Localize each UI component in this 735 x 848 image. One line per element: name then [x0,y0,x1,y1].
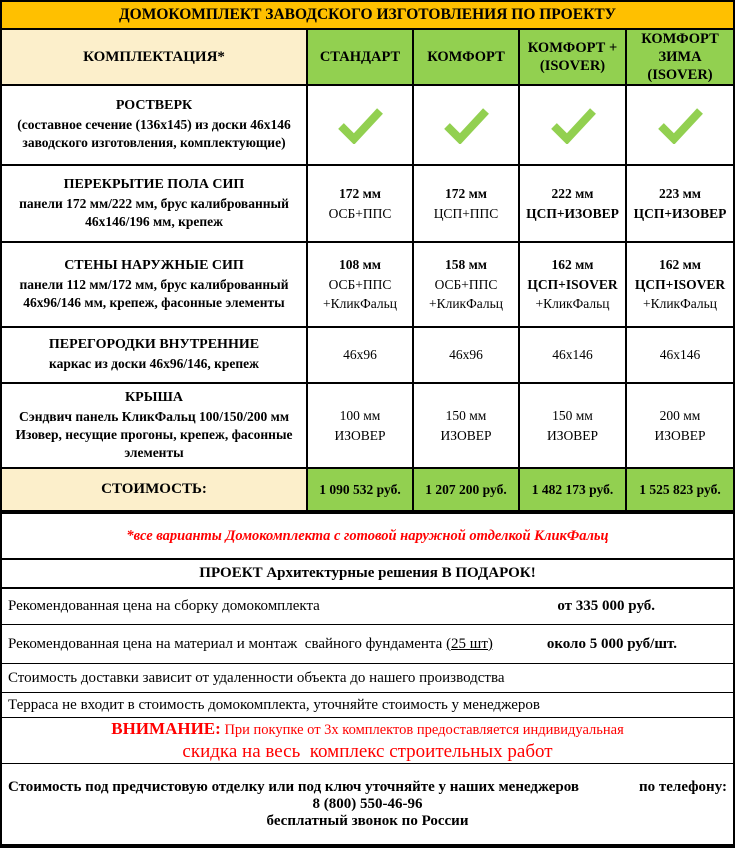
panel-size: 172 мм [338,185,381,201]
check-icon [547,106,599,144]
panel-size: 100 мм [339,407,381,423]
feature-title: РОСТВЕРК [115,98,193,114]
panel-finish: +КликФальц [322,296,398,312]
feature-desc: каркас из доски 46х96/146, крепеж [49,356,259,372]
panel-material: ЦСП+ППС [433,205,499,221]
board-size: 46х146 [552,347,593,363]
phone-number: 8 (800) 550-46-96 [312,795,423,812]
panel-finish: +КликФальц [428,296,504,312]
table-row-walls [2,243,733,328]
value-cell [520,243,627,326]
value-cell [308,86,414,164]
value-cell [520,328,627,382]
note-final-contact [2,764,733,844]
note-attention [2,718,733,764]
assembly-price: от 335 000 руб. [557,598,655,614]
panel-material: ОСБ+ППС [328,276,392,292]
panel-size: 172 мм [444,185,488,201]
panel-material: ИЗОВЕР [546,427,599,443]
value-cell [627,243,733,326]
feature-desc: панели 172 мм/222 мм, брус калиброванный 46х146/196 мм, крепеж [19,195,289,229]
feature-title: ПЕРЕКРЫТИЕ ПОЛА СИП [63,176,245,192]
cost-label: СТОИМОСТЬ: [2,469,308,510]
price-komfort-zima: 1 525 823 руб. [627,469,733,510]
foundation-label [8,636,493,653]
panel-material: ИЗОВЕР [334,427,386,443]
value-cell [627,328,733,382]
note-terrace: Терраса не входит в стоимость домокомплекта, уточняйте стоимость у менеджеров [2,693,733,718]
price-komfort: 1 207 200 руб. [414,469,520,510]
feature-title: СТЕНЫ НАРУЖНЫЕ СИП [64,257,244,273]
value-cell [520,86,627,164]
note-foundation-price [2,625,733,664]
table-row-floor [2,166,733,243]
note-delivery: Стоимость доставки зависит от удаленности объекта до нашего производства [2,664,733,693]
panel-material: ОСБ+ППС [328,205,392,221]
attention-line2: скидка на весь комплекс строительных работ [182,740,553,762]
feature-desc: Сэндвич панель КликФальц 100/150/200 мм Изовер, несущие прогоны, крепеж, фасонные элементы [15,408,293,461]
panel-size: 150 мм [445,407,487,423]
feature-cell-walls [2,243,308,326]
value-cell [414,166,520,241]
attention-text: При покупке от 3х комплектов предоставляется индивидуальная [220,721,624,738]
value-cell [308,243,414,326]
table-row-rostverk [2,86,733,166]
table-row-partitions [2,328,733,384]
feature-title: ПЕРЕГОРОДКИ ВНУТРЕННИЕ [48,337,260,353]
column-header-standart: СТАНДАРТ [308,30,414,84]
column-header-row [2,30,733,86]
board-size: 46х146 [659,347,701,363]
check-icon [440,106,492,144]
table-row-cost [2,469,733,514]
panel-material: ЦСП+ИЗОВЕР [633,205,727,221]
value-cell [627,166,733,241]
pile-count: (25 шт) [446,635,493,652]
attention-label: ВНИМАНИЕ: [111,718,221,738]
foundation-label-text: Рекомендованная цена на материал и монтаж свайного фундамента [8,635,447,652]
column-header-komfort-plus: КОМФОРТ + (ISOVER) [520,30,627,84]
value-cell [627,86,733,164]
value-cell [414,243,520,326]
phone-note: бесплатный звонок по России [266,812,469,829]
table-row-roof [2,384,733,469]
value-cell [308,166,414,241]
column-header-komfort: КОМФОРТ [414,30,520,84]
board-size: 46х96 [449,347,483,363]
feature-cell-rostverk [2,86,308,164]
board-size: 46х96 [343,347,377,363]
feature-title: КРЫША [125,389,183,405]
value-cell [627,384,733,467]
title-bar [2,2,733,30]
column-header-feature: КОМПЛЕКТАЦИЯ* [2,30,308,84]
check-icon [334,106,386,144]
assembly-label: Рекомендованная цена на сборку домокомплекта [8,598,320,614]
page-title: ДОМОКОМПЛЕКТ ЗАВОДСКОГО ИЗГОТОВЛЕНИЯ ПО ПРОЕКТУ [118,6,617,23]
price-komfort-plus: 1 482 173 руб. [520,469,627,510]
panel-material: ИЗОВЕР [440,427,492,443]
final-right-text: по телефону: [639,778,727,795]
attention-line1 [111,719,624,739]
value-cell [308,384,414,467]
feature-desc: (составное сечение (136х145) из доски 46х146 заводского изготовления, комплектующие) [17,117,291,151]
feature-cell-partitions [2,328,308,382]
panel-size: 223 мм [658,185,701,201]
value-cell [308,328,414,382]
value-cell [414,384,520,467]
panel-size: 222 мм [551,185,594,201]
final-left-text: Стоимость под предчистовую отделку или под ключ уточняйте у наших менеджеров [8,778,579,795]
feature-desc: панели 112 мм/172 мм, брус калиброванный 46х96/146 мм, крепеж, фасонные элементы [19,276,289,310]
panel-size: 162 мм [551,257,594,273]
note-project-gift: ПРОЕКТ Архитектурные решения В ПОДАРОК! [2,560,733,589]
price-standart: 1 090 532 руб. [308,469,414,510]
panel-material: ЦСП+ISOVER [634,276,726,292]
value-cell [414,328,520,382]
panel-material: ОСБ+ППС [434,276,498,292]
note-variants: *все варианты Домокомплекта с готовой наружной отделкой КликФальц [2,514,733,560]
panel-size: 162 мм [658,257,702,273]
value-cell [520,166,627,241]
panel-size: 158 мм [444,257,487,273]
feature-cell-floor [2,166,308,241]
foundation-price: около 5 000 руб/шт. [546,635,677,652]
panel-size: 150 мм [552,407,593,423]
note-assembly-price [2,589,733,625]
panel-size: 200 мм [659,407,701,423]
column-header-komfort-zima: КОМФОРТ ЗИМА (ISOVER) [627,30,733,84]
feature-cell-roof [2,384,308,467]
final-line1 [2,779,733,796]
check-icon [654,106,706,144]
value-cell [414,86,520,164]
value-cell [520,384,627,467]
panel-finish: +КликФальц [535,296,610,312]
panel-finish: +КликФальц [642,296,718,312]
panel-material: ИЗОВЕР [654,427,706,443]
panel-material: ЦСП+ИЗОВЕР [526,205,619,221]
panel-size: 108 мм [338,257,381,273]
panel-material: ЦСП+ISOVER [527,276,618,292]
